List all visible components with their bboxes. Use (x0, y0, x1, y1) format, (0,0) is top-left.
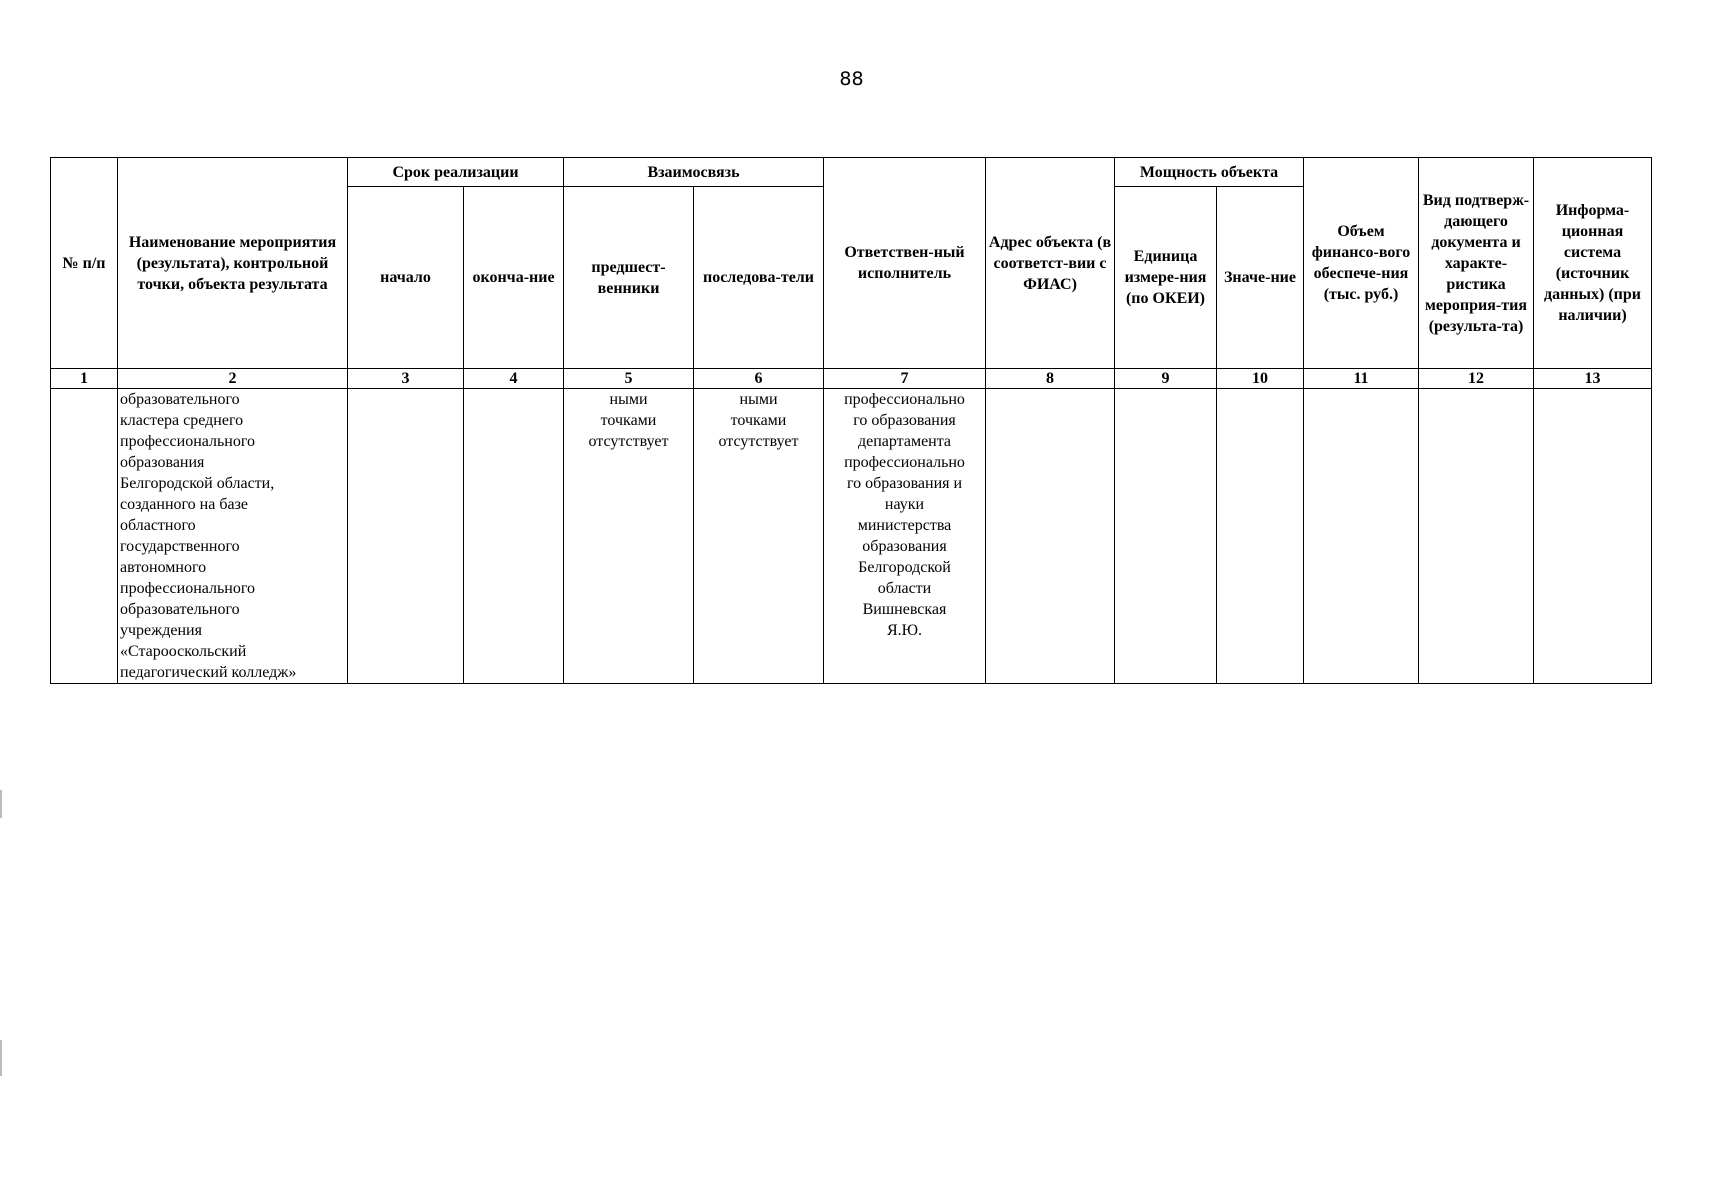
col-header-address: Адрес объекта (в соответст-вии с ФИАС) (986, 158, 1115, 369)
cell-unit (1115, 389, 1217, 684)
group-header-capacity: Мощность объекта (1115, 158, 1304, 187)
scan-edge-mark (0, 790, 2, 818)
col-header-end: оконча-ние (464, 187, 564, 369)
page-number: 88 (839, 68, 864, 90)
cell-end (464, 389, 564, 684)
scan-edge-mark (0, 1040, 2, 1076)
column-number: 10 (1217, 369, 1304, 389)
cell-name: образовательного кластера среднего профессионального образования Белгородской области, созданного на базе областного государственного автономного профессионального образовательного учреждения «Старооскольский педагогический колледж» (118, 389, 348, 684)
cell-info-system (1534, 389, 1652, 684)
column-number-row (51, 369, 1652, 389)
plan-table (50, 157, 1652, 684)
col-header-name: Наименование мероприятия (результата), контрольной точки, объекта результата (118, 158, 348, 369)
column-number: 11 (1304, 369, 1419, 389)
cell-responsible: профессионально го образования департамента профессионально го образования и науки министерства образования Белгородской области Вишневская Я.Ю. (824, 389, 986, 684)
col-header-info-system: Информа-ционная система (источник данных) (при наличии) (1534, 158, 1652, 369)
column-number: 2 (118, 369, 348, 389)
column-number: 6 (694, 369, 824, 389)
column-number: 5 (564, 369, 694, 389)
column-number: 12 (1419, 369, 1534, 389)
table-row (51, 389, 1652, 684)
col-header-doc-type: Вид подтверж-дающего документа и характе-ристика мероприя-тия (результа-та) (1419, 158, 1534, 369)
column-number: 4 (464, 369, 564, 389)
col-header-successors: последова-тели (694, 187, 824, 369)
column-number: 1 (51, 369, 118, 389)
col-header-predecessors: предшест-венники (564, 187, 694, 369)
group-header-period: Срок реализации (348, 158, 564, 187)
column-number: 3 (348, 369, 464, 389)
cell-value (1217, 389, 1304, 684)
col-header-responsible: Ответствен-ный исполнитель (824, 158, 986, 369)
cell-start (348, 389, 464, 684)
column-number: 7 (824, 369, 986, 389)
cell-doc-type (1419, 389, 1534, 684)
col-header-funding: Объем финансо-вого обеспече-ния (тыс. руб.) (1304, 158, 1419, 369)
col-header-value: Значе-ние (1217, 187, 1304, 369)
cell-address (986, 389, 1115, 684)
header-row-groups (51, 158, 1652, 187)
column-number: 13 (1534, 369, 1652, 389)
column-number: 8 (986, 369, 1115, 389)
group-header-relation: Взаимосвязь (564, 158, 824, 187)
cell-successors: ными точками отсутствует (694, 389, 824, 684)
col-header-start: начало (348, 187, 464, 369)
cell-predecessors: ными точками отсутствует (564, 389, 694, 684)
col-header-unit: Единица измере-ния (по ОКЕИ) (1115, 187, 1217, 369)
cell-funding (1304, 389, 1419, 684)
cell-num (51, 389, 118, 684)
col-header-num: № п/п (51, 158, 118, 369)
column-number: 9 (1115, 369, 1217, 389)
